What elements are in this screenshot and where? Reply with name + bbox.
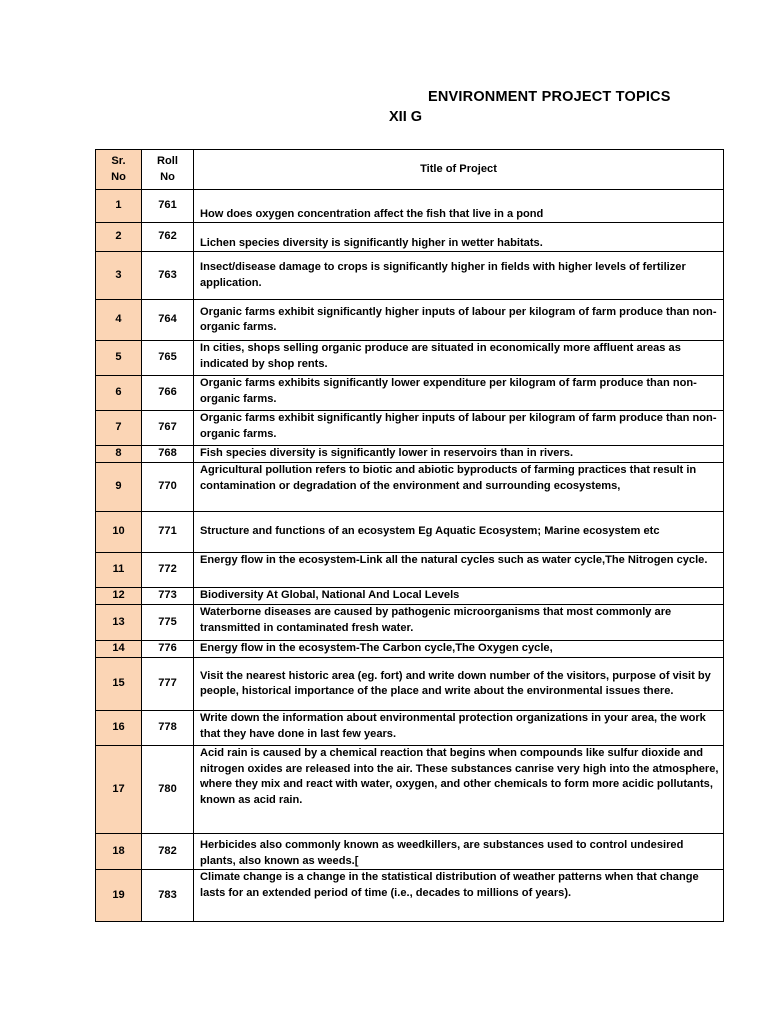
roll-no-cell: 768 [142,446,194,463]
roll-no-cell: 770 [142,463,194,512]
roll-no-cell: 773 [142,588,194,605]
table-row [96,870,724,922]
sr-no-cell: 15 [96,658,142,711]
table-row [96,658,724,711]
roll-no-cell: 775 [142,605,194,641]
table-row [96,376,724,411]
project-title-cell: Organic farms exhibit significantly higher inputs of labour per kilogram of farm produce than non-organic farms. [194,411,724,446]
sr-no-cell: 4 [96,300,142,341]
table-row [96,711,724,746]
table-row [96,588,724,605]
sr-no-cell: 2 [96,223,142,252]
project-title-cell: Organic farms exhibit significantly higher inputs of labour per kilogram of farm produce than non-organic farms. [194,300,724,341]
sr-no-cell: 7 [96,411,142,446]
project-title-cell: Fish species diversity is significantly lower in reservoirs than in rivers. [194,446,724,463]
project-title-cell: Acid rain is caused by a chemical reaction that begins when compounds like sulfur dioxide and nitrogen oxides are released into the air. These substances canrise very high into the atmosphere, where they mix and react with water, oxygen, and other chemicals to form more acidic pollutants, known as acid rain. [194,746,724,834]
table-row [96,223,724,252]
roll-no-cell: 778 [142,711,194,746]
sr-no-cell: 13 [96,605,142,641]
project-title-cell: Energy flow in the ecosystem-The Carbon cycle,The Oxygen cycle, [194,641,724,658]
sr-no-cell: 6 [96,376,142,411]
roll-no-cell: 771 [142,512,194,553]
class-label: XII G [389,109,423,125]
project-title-cell: Climate change is a change in the statistical distribution of weather patterns when that change lasts for an extended period of time (i.e., decades to millions of years). [194,870,724,922]
project-title-cell: How does oxygen concentration affect the fish that live in a pond [194,190,724,223]
sr-no-cell: 1 [96,190,142,223]
roll-no-cell: 783 [142,870,194,922]
project-title-cell: Structure and functions of an ecosystem Eg Aquatic Ecosystem; Marine ecosystem etc [194,512,724,553]
table-row [96,512,724,553]
sr-no-cell: 9 [96,463,142,512]
document-title: ENVIRONMENT PROJECT TOPICS [428,89,671,105]
sr-no-cell: 3 [96,252,142,300]
roll-no-cell: 763 [142,252,194,300]
table-row [96,553,724,588]
header-roll-no: Roll No [142,150,194,190]
roll-no-cell: 761 [142,190,194,223]
table-row [96,463,724,512]
table-row [96,411,724,446]
sr-no-cell: 11 [96,553,142,588]
roll-no-cell: 780 [142,746,194,834]
table-row [96,641,724,658]
sr-no-cell: 12 [96,588,142,605]
roll-no-cell: 767 [142,411,194,446]
project-title-cell: Organic farms exhibits significantly lower expenditure per kilogram of farm produce than non-organic farms. [194,376,724,411]
project-title-cell: Write down the information about environmental protection organizations in your area, the work that they have done in last few years. [194,711,724,746]
project-title-cell: Insect/disease damage to crops is significantly higher in fields with higher levels of fertilizer application. [194,252,724,300]
sr-no-cell: 16 [96,711,142,746]
table-header-row [96,150,724,190]
sr-no-cell: 10 [96,512,142,553]
table-row [96,834,724,870]
roll-no-cell: 777 [142,658,194,711]
project-title-cell: Agricultural pollution refers to biotic and abiotic byproducts of farming practices that result in contamination or degradation of the environment and surrounding ecosystems, [194,463,724,512]
header-title-of-project: Title of Project [194,150,724,190]
roll-no-cell: 762 [142,223,194,252]
sr-no-cell: 14 [96,641,142,658]
project-topics-table [95,149,724,922]
table-row [96,252,724,300]
table-row [96,446,724,463]
sr-no-cell: 5 [96,341,142,376]
project-title-cell: Energy flow in the ecosystem-Link all the natural cycles such as water cycle,The Nitrogen cycle. [194,553,724,588]
project-title-cell: Waterborne diseases are caused by pathogenic microorganisms that most commonly are transmitted in contaminated fresh water. [194,605,724,641]
project-title-cell: Herbicides also commonly known as weedkillers, are substances used to control undesired plants, also known as weeds.[ [194,834,724,870]
table-row [96,190,724,223]
table-row [96,605,724,641]
project-title-cell: In cities, shops selling organic produce are situated in economically more affluent areas as indicated by shop rents. [194,341,724,376]
roll-no-cell: 764 [142,300,194,341]
roll-no-cell: 772 [142,553,194,588]
sr-no-cell: 8 [96,446,142,463]
roll-no-cell: 776 [142,641,194,658]
roll-no-cell: 782 [142,834,194,870]
table-row [96,341,724,376]
sr-no-cell: 19 [96,870,142,922]
project-title-cell: Visit the nearest historic area (eg. fort) and write down number of the visitors, purpose of visit by people, historical importance of the place and write about the environmental issues there. [194,658,724,711]
sr-no-cell: 17 [96,746,142,834]
header-sr-no: Sr. No [96,150,142,190]
project-title-cell: Lichen species diversity is significantly higher in wetter habitats. [194,223,724,252]
roll-no-cell: 766 [142,376,194,411]
roll-no-cell: 765 [142,341,194,376]
table-row [96,746,724,834]
table-row [96,300,724,341]
sr-no-cell: 18 [96,834,142,870]
project-title-cell: Biodiversity At Global, National And Local Levels [194,588,724,605]
